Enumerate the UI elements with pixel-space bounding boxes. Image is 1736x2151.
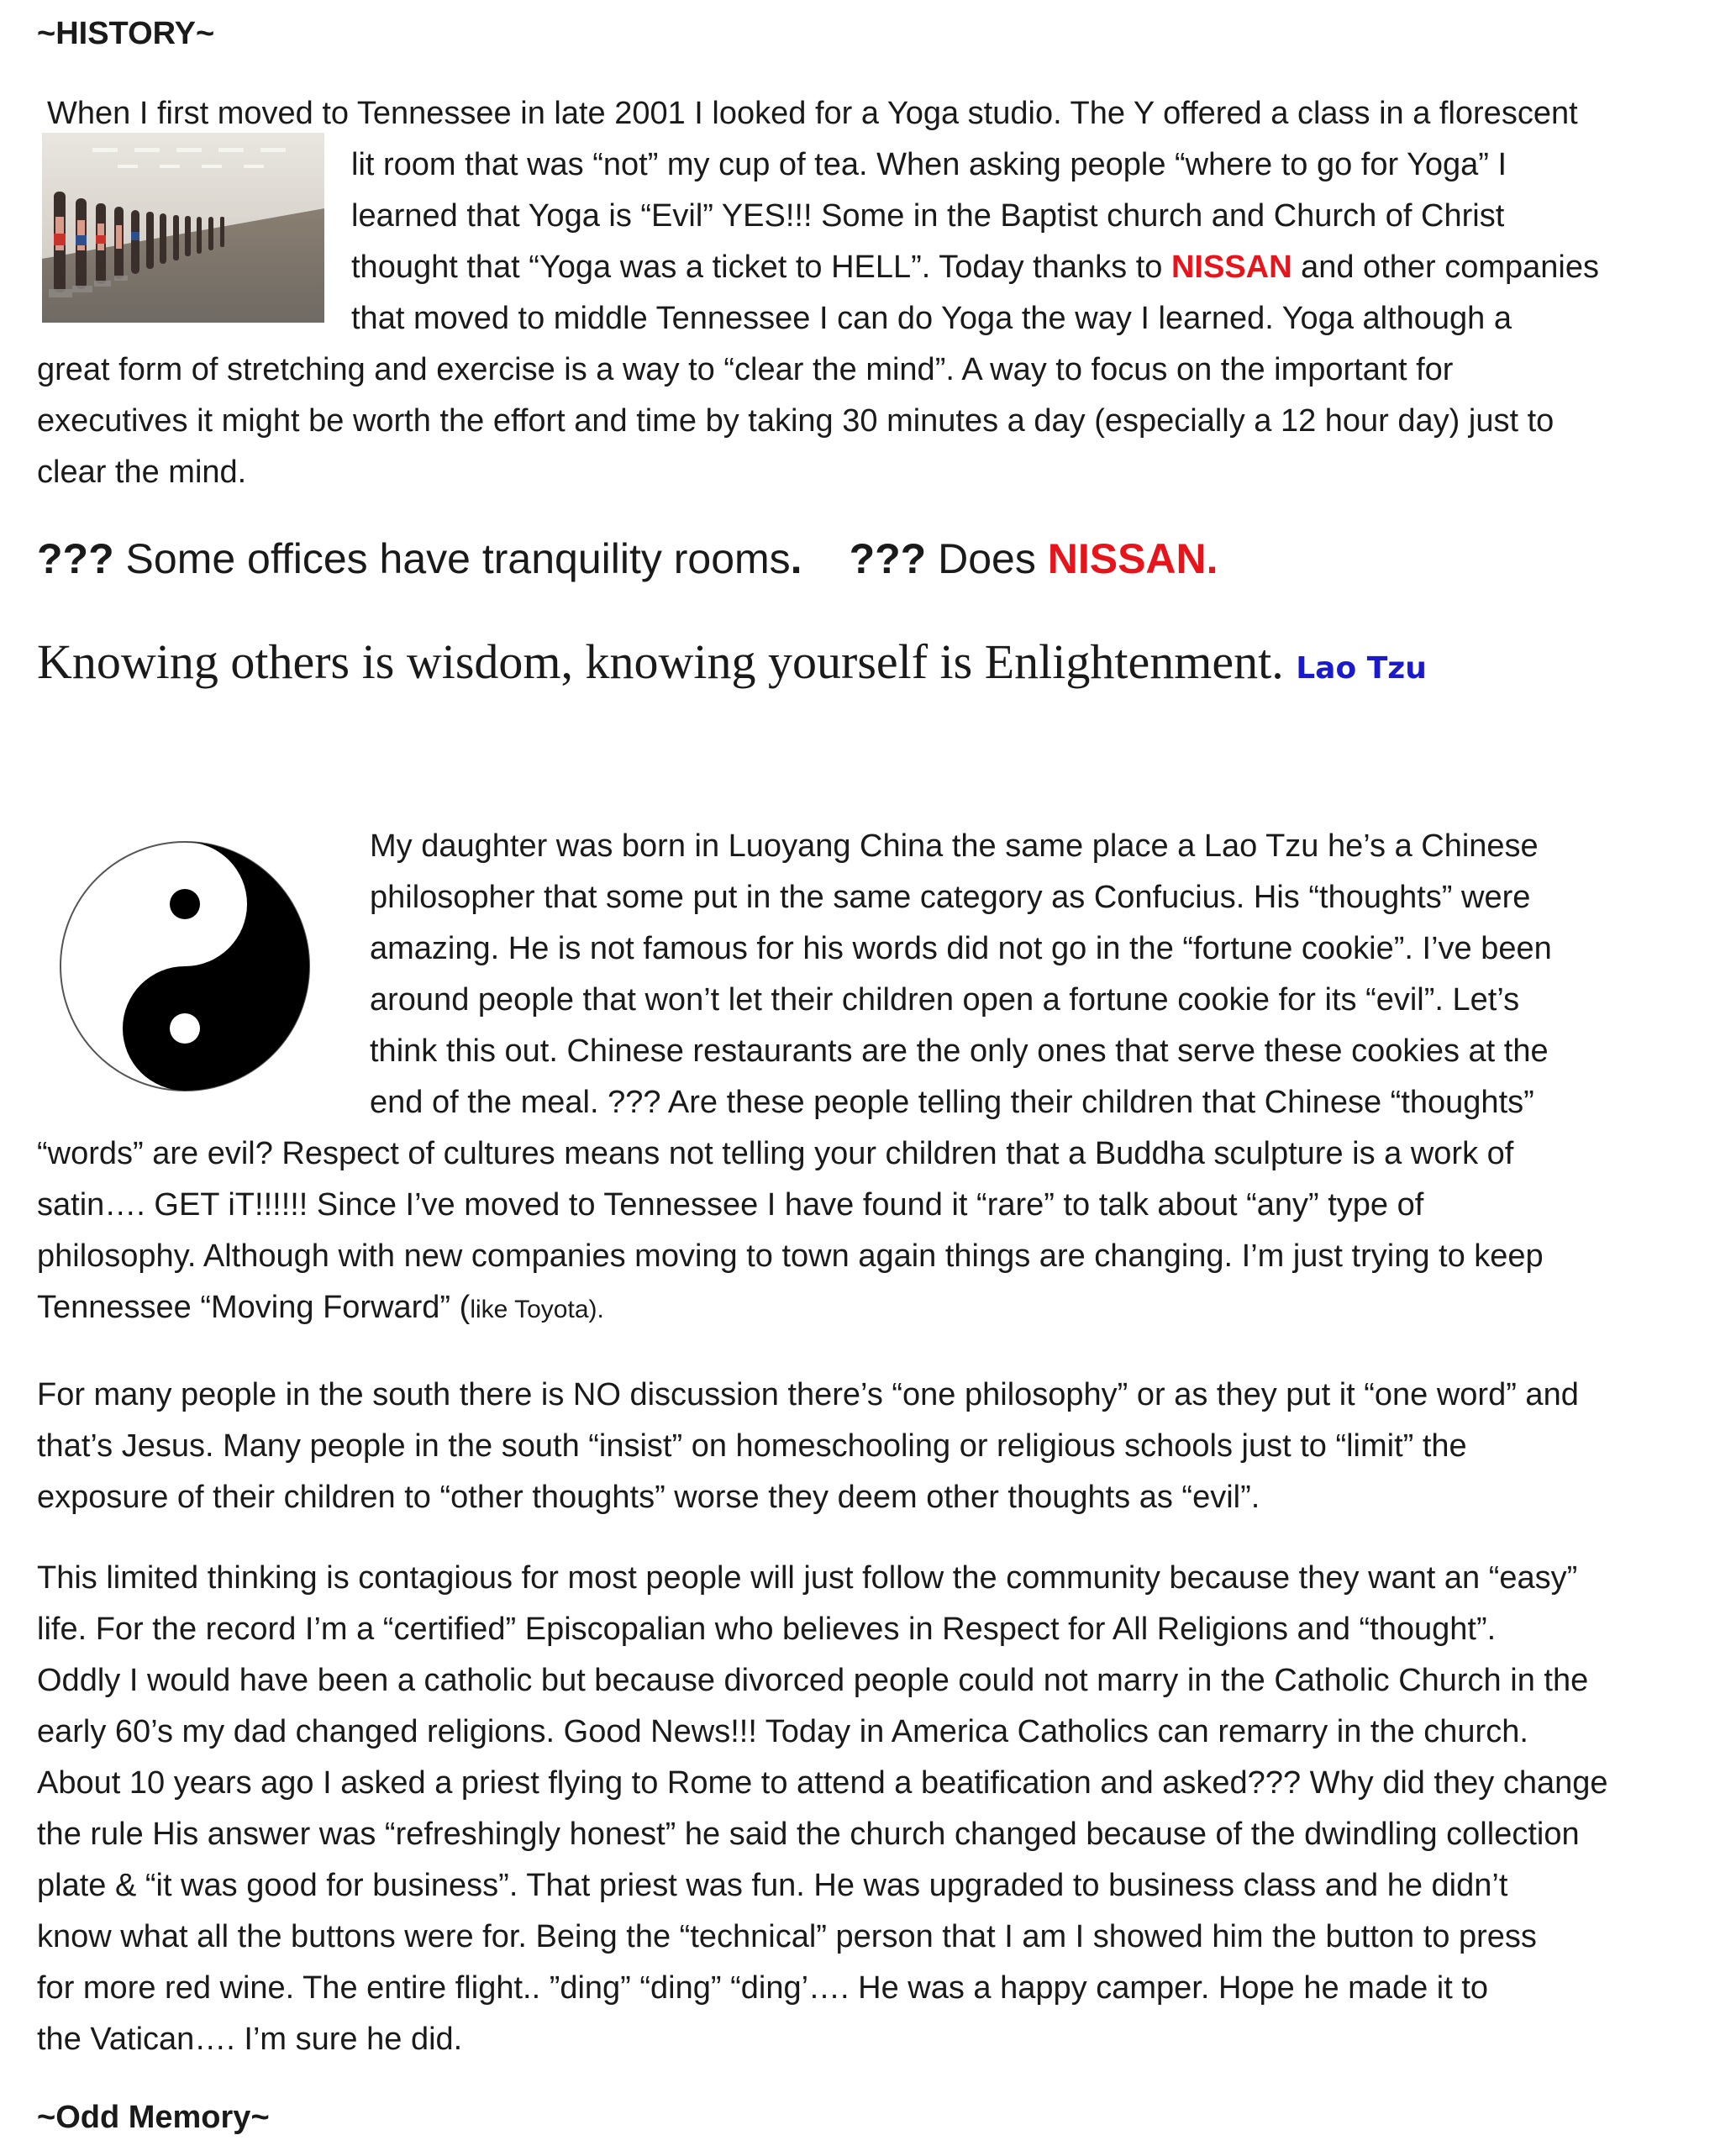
limited-line-2: life. For the record I’m a “certified” Episcopalian who believes in Respect for All Religions and “thought”. — [37, 1612, 1497, 1647]
nissan-question: NISSAN. — [1047, 535, 1218, 582]
lao-tzu-quote — [37, 634, 1427, 697]
daughter-line-8: satin…. GET iT!!!!!! Since I’ve moved to Tennessee I have found it “rare” to talk about “any” type of — [37, 1187, 1424, 1223]
history-line-5: that moved to middle Tennessee I can do Yoga the way I learned. Yoga although a — [351, 301, 1512, 336]
history-line-4 — [37, 242, 1709, 293]
history-line-4-text: thought that “Yoga was a ticket to HELL”. Today thanks to — [351, 250, 1163, 285]
daughter-line-4: around people that won’t let their children open a fortune cookie for its “evil”. Let’s — [370, 982, 1520, 1018]
daughter-line-9: philosophy. Although with new companies moving to town again things are changing. I’m just trying to keep — [37, 1239, 1544, 1274]
south-line-2: that’s Jesus. Many people in the south “insist” on homeschooling or religious schools just to “limit” the — [37, 1428, 1467, 1464]
does-text: Does — [926, 535, 1048, 582]
history-line-7: executives it might be worth the effort and time by taking 30 minutes a day (especially a 12 hour day) just to — [37, 403, 1555, 439]
daughter-line-1: My daughter was born in Luoyang China the same place a Lao Tzu he’s a Chinese — [370, 828, 1539, 864]
limited-line-8: know what all the buttons were for. Being the “technical” person that I am I showed him the button to press — [37, 1919, 1537, 1954]
daughter-line-2: philosopher that some put in the same category as Confucius. His “thoughts” were — [370, 880, 1531, 915]
question-marks-2: ??? — [849, 535, 927, 582]
limited-line-7: plate & “it was good for business”. That priest was fun. He was upgraded to business class and he didn’t — [37, 1868, 1508, 1903]
limited-line-3: Oddly I would have been a catholic but because divorced people could not marry in the Catholic Church in the — [37, 1663, 1589, 1698]
history-line-6: great form of stretching and exercise is a way to “clear the mind”. A way to focus on the important for — [37, 352, 1454, 387]
quote-author: Lao Tzu — [1296, 651, 1427, 686]
history-line-1: When I first moved to Tennessee in late 2001 I looked for a Yoga studio. The Y offered a class in a florescent — [47, 96, 1578, 131]
south-line-3: exposure of their children to “other thoughts” worse they deem other thoughts as “evil”. — [37, 1480, 1260, 1515]
south-line-1: For many people in the south there is NO discussion there’s “one philosophy” or as they put it “one word” and — [37, 1377, 1579, 1412]
history-heading: ~HISTORY~ — [37, 16, 215, 51]
limited-line-10: the Vatican…. I’m sure he did. — [37, 2022, 463, 2057]
daughter-line-6: end of the meal. ??? Are these people telling their children that Chinese “thoughts” — [370, 1085, 1534, 1120]
quote-text: Knowing others is wisdom, knowing yourself is Enlightenment. — [37, 634, 1284, 689]
limited-thinking-paragraph — [37, 1553, 1709, 2065]
daughter-line-3: amazing. He is not famous for his words did not go in the “fortune cookie”. I’ve been — [370, 931, 1552, 966]
tranquility-text: Some offices have tranquility rooms — [113, 535, 791, 582]
nissan-highlight: NISSAN — [1170, 250, 1292, 285]
question-marks-1: ??? — [37, 535, 114, 582]
daughter-line-10 — [37, 1282, 1709, 1335]
daughter-paragraph — [37, 821, 1709, 1335]
limited-line-4: early 60’s my dad changed religions. Good News!!! Today in America Catholics can remarry in the church. — [37, 1714, 1528, 1749]
history-line-8: clear the mind. — [37, 455, 247, 490]
tranquility-question — [37, 534, 1218, 584]
history-line-4-tail: and other companies — [1291, 250, 1599, 285]
daughter-line-10-text: Tennessee “Moving Forward” ( — [37, 1290, 471, 1325]
limited-line-9: for more red wine. The entire flight.. ”ding” “ding” “ding’…. He was a happy camper. Hope he made it to — [37, 1970, 1489, 2006]
history-paragraph — [37, 88, 1709, 498]
limited-line-1: This limited thinking is contagious for most people will just follow the community because they want an “easy” — [37, 1560, 1578, 1596]
limited-line-5: About 10 years ago I asked a priest flying to Rome to attend a beatification and asked??? Why did they change — [37, 1765, 1608, 1801]
limited-line-6: the rule His answer was “refreshingly honest” he said the church changed because of the dwindling collection — [37, 1817, 1580, 1852]
daughter-line-5: think this out. Chinese restaurants are the only ones that serve these cookies at the — [370, 1033, 1549, 1069]
south-paragraph — [37, 1370, 1709, 1523]
daughter-line-7: “words” are evil? Respect of cultures means not telling your children that a Buddha sculpture is a work of — [37, 1136, 1514, 1171]
history-line-2: lit room that was “not” my cup of tea. When asking people “where to go for Yoga” I — [351, 147, 1507, 182]
tranquility-dot: . — [790, 535, 802, 582]
odd-memory-heading: ~Odd Memory~ — [37, 2100, 270, 2135]
history-line-3: learned that Yoga is “Evil” YES!!! Some in the Baptist church and Church of Christ — [351, 198, 1505, 234]
toyota-note: like Toyota). — [470, 1296, 604, 1323]
